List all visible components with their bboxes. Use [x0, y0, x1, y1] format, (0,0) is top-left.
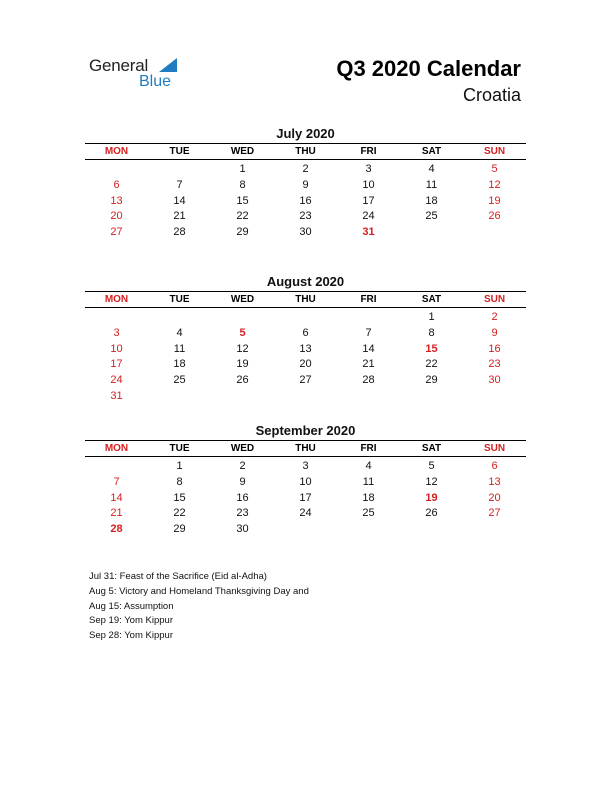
- day-cell: 21: [173, 210, 186, 223]
- empty-day-cell: [211, 310, 274, 326]
- weekday-thu: THU: [295, 294, 316, 305]
- empty-day-cell: [85, 459, 148, 475]
- holiday-day-cell: 19: [425, 491, 438, 504]
- day-cell: 29: [425, 374, 438, 387]
- weekday-tue: TUE: [169, 443, 190, 454]
- month-title: August 2020: [266, 274, 345, 289]
- day-cell: 18: [362, 491, 375, 504]
- day-cell: 10: [299, 475, 312, 488]
- month-july: [85, 125, 526, 241]
- day-cell: 6: [113, 178, 120, 191]
- day-cell: 23: [236, 507, 249, 520]
- weekday-tue: TUE: [169, 294, 190, 305]
- weekday-sat: SAT: [421, 294, 442, 305]
- day-cell: 28: [173, 226, 186, 239]
- logo-general-text: General: [89, 56, 149, 75]
- day-cell: 7: [113, 475, 120, 488]
- month-title: July 2020: [276, 126, 335, 141]
- day-cell: 7: [365, 326, 372, 339]
- empty-day-cell: [274, 310, 337, 326]
- day-cell: 20: [488, 491, 501, 504]
- brand-logo: [89, 56, 189, 96]
- day-cell: 19: [236, 358, 249, 371]
- holiday-note: Sep 19: Yom Kippur: [89, 615, 173, 627]
- weekday-mon: MON: [104, 294, 129, 305]
- day-cell: 27: [488, 507, 501, 520]
- weekday-wed: WED: [230, 146, 255, 157]
- day-cell: 21: [362, 358, 375, 371]
- day-cell: 9: [302, 178, 309, 191]
- day-cell: 27: [110, 226, 123, 239]
- day-grid: [85, 308, 526, 405]
- day-cell: 19: [488, 194, 501, 207]
- day-cell: 8: [428, 326, 435, 339]
- day-cell: 9: [491, 326, 498, 339]
- day-cell: 4: [428, 163, 435, 175]
- weekday-fri: FRI: [360, 294, 377, 305]
- day-cell: 11: [362, 475, 375, 488]
- day-cell: 12: [425, 475, 438, 488]
- day-cell: 18: [425, 194, 438, 207]
- day-cell: 18: [173, 358, 186, 371]
- logo-blue-text: Blue: [139, 73, 172, 90]
- day-cell: 3: [302, 460, 309, 472]
- day-cell: 8: [239, 178, 246, 191]
- holiday-note: Jul 31: Feast of the Sacrifice (Eid al-Adha): [89, 571, 267, 582]
- empty-day-cell: [337, 310, 400, 326]
- day-cell: 11: [173, 342, 186, 355]
- empty-day-cell: [148, 162, 211, 178]
- day-cell: 15: [173, 491, 186, 504]
- day-cell: 10: [110, 342, 123, 355]
- day-cell: 23: [488, 358, 501, 371]
- day-cell: 24: [299, 507, 312, 520]
- day-cell: 11: [425, 178, 438, 191]
- day-cell: 6: [302, 326, 309, 339]
- weekday-sun: SUN: [483, 294, 506, 305]
- day-cell: 30: [236, 523, 249, 536]
- day-cell: 26: [236, 374, 249, 387]
- day-cell: 17: [299, 491, 312, 504]
- day-cell: 25: [362, 507, 375, 520]
- logo-flag-icon: [159, 58, 177, 72]
- day-cell: 30: [299, 226, 312, 239]
- day-cell: 31: [110, 389, 123, 402]
- day-cell: 5: [428, 460, 435, 472]
- day-cell: 29: [236, 226, 249, 239]
- weekday-wed: WED: [230, 443, 255, 454]
- day-cell: 25: [173, 374, 186, 387]
- day-cell: 3: [365, 163, 372, 175]
- day-cell: 12: [488, 178, 501, 191]
- day-cell: 9: [239, 475, 246, 488]
- empty-day-cell: [85, 162, 148, 178]
- day-cell: 14: [173, 194, 186, 207]
- day-cell: 3: [113, 326, 120, 339]
- day-cell: 27: [299, 374, 312, 387]
- weekday-header: [85, 291, 526, 308]
- day-cell: 24: [362, 210, 375, 223]
- empty-day-cell: [85, 310, 148, 326]
- month-title: September 2020: [255, 423, 356, 438]
- holiday-note: Aug 5: Victory and Homeland Thanksgiving Day and: [89, 585, 309, 597]
- month-september: [85, 422, 526, 538]
- weekday-header: [85, 143, 526, 160]
- day-cell: 16: [488, 342, 501, 355]
- day-cell: 2: [302, 163, 309, 175]
- day-cell: 26: [425, 507, 438, 520]
- holiday-day-cell: 5: [239, 326, 246, 339]
- day-cell: 13: [110, 194, 123, 207]
- holiday-note: Sep 28: Yom Kippur: [89, 630, 173, 642]
- weekday-tue: TUE: [169, 146, 190, 157]
- day-cell: 23: [299, 210, 312, 223]
- day-cell: 25: [425, 210, 438, 223]
- weekday-fri: FRI: [360, 443, 377, 454]
- day-cell: 13: [299, 342, 312, 355]
- holiday-day-cell: 28: [110, 523, 123, 536]
- day-cell: 2: [239, 460, 246, 472]
- day-cell: 5: [491, 163, 498, 175]
- holiday-notes: [89, 570, 309, 644]
- weekday-thu: THU: [295, 146, 316, 157]
- day-cell: 10: [362, 178, 375, 191]
- day-cell: 14: [110, 491, 123, 504]
- day-cell: 17: [362, 194, 375, 207]
- empty-day-cell: [148, 310, 211, 326]
- day-cell: 30: [488, 374, 501, 387]
- page-title: Q3 2020 Calendar: [336, 56, 521, 81]
- day-cell: 7: [176, 178, 183, 191]
- weekday-sat: SAT: [421, 443, 442, 454]
- day-cell: 22: [425, 358, 438, 371]
- month-august: [85, 273, 526, 405]
- weekday-sun: SUN: [483, 443, 506, 454]
- day-cell: 2: [491, 311, 498, 323]
- day-cell: 1: [239, 163, 246, 175]
- day-cell: 29: [173, 523, 186, 536]
- day-cell: 6: [491, 460, 498, 472]
- day-cell: 22: [236, 210, 249, 223]
- day-cell: 14: [362, 342, 375, 355]
- country-name: Croatia: [462, 85, 521, 105]
- day-cell: 15: [236, 194, 249, 207]
- weekday-sun: SUN: [483, 146, 506, 157]
- day-grid: [85, 160, 526, 241]
- holiday-day-cell: 31: [362, 226, 375, 239]
- day-cell: 4: [176, 326, 183, 339]
- day-cell: 1: [176, 460, 183, 472]
- weekday-thu: THU: [295, 443, 316, 454]
- day-cell: 16: [236, 491, 249, 504]
- day-cell: 26: [488, 210, 501, 223]
- day-cell: 22: [173, 507, 186, 520]
- weekday-sat: SAT: [421, 146, 442, 157]
- day-cell: 20: [299, 358, 312, 371]
- weekday-fri: FRI: [360, 146, 377, 157]
- day-cell: 24: [110, 374, 123, 387]
- holiday-note: Aug 15: Assumption: [89, 600, 174, 612]
- day-cell: 21: [110, 507, 123, 520]
- day-cell: 17: [110, 358, 123, 371]
- day-cell: 8: [176, 475, 183, 488]
- day-cell: 20: [110, 210, 123, 223]
- weekday-wed: WED: [230, 294, 255, 305]
- day-cell: 12: [236, 342, 249, 355]
- day-grid: [85, 457, 526, 538]
- weekday-mon: MON: [104, 146, 129, 157]
- weekday-header: [85, 440, 526, 457]
- day-cell: 4: [365, 460, 372, 472]
- holiday-day-cell: 15: [425, 342, 438, 355]
- day-cell: 1: [428, 311, 435, 323]
- weekday-mon: MON: [104, 443, 129, 454]
- day-cell: 28: [362, 374, 375, 387]
- day-cell: 13: [488, 475, 501, 488]
- day-cell: 16: [299, 194, 312, 207]
